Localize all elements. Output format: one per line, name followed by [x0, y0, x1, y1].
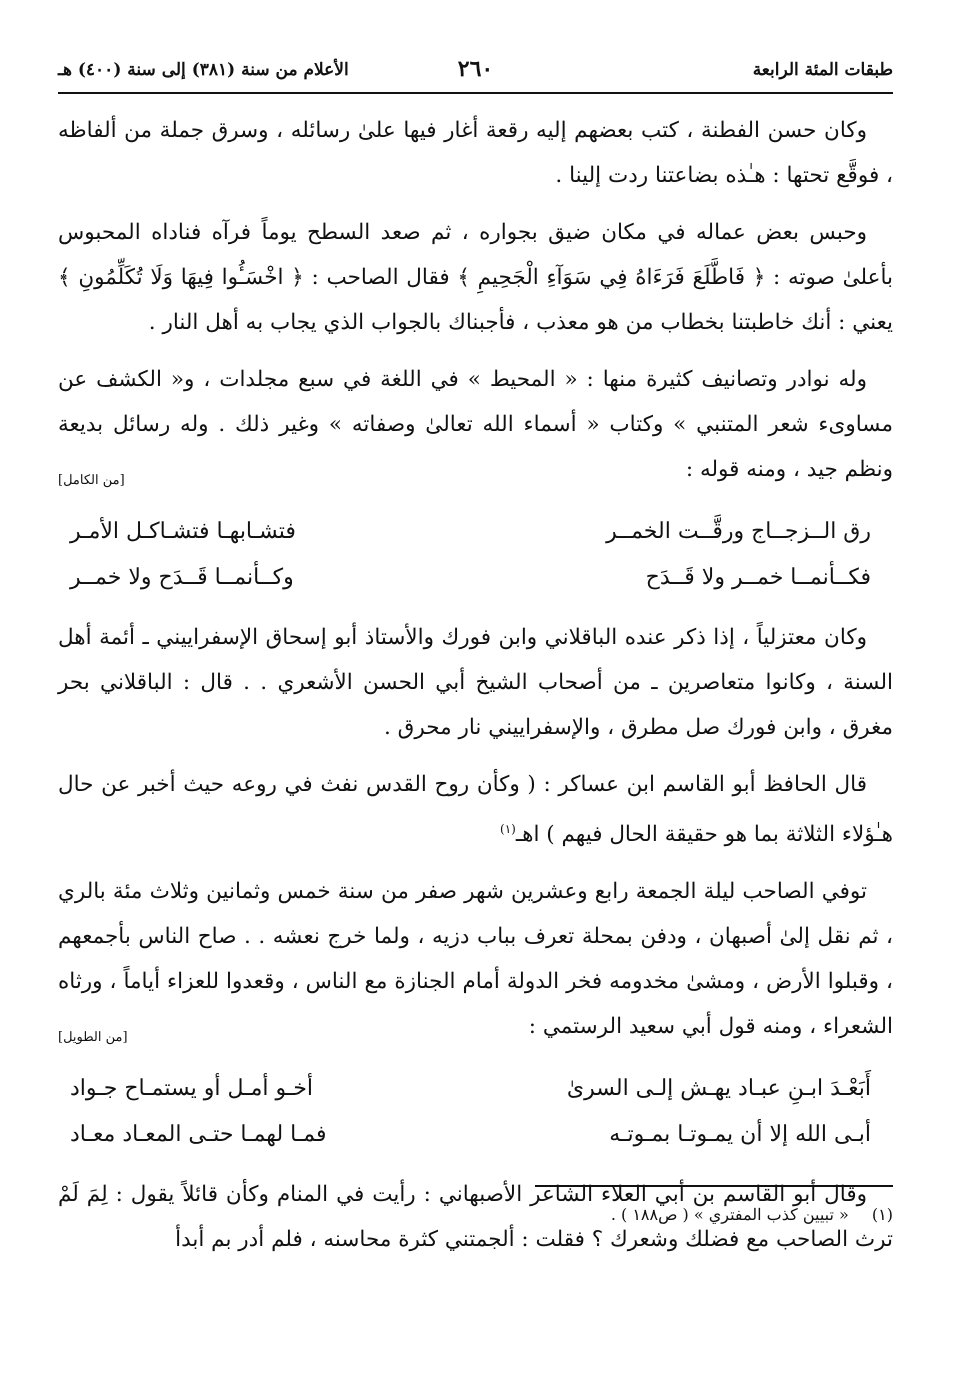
running-header: [58, 52, 893, 94]
page-body: [58, 108, 893, 1262]
footnote-text: « تبيين كذب المفتري » ( ص١٨٨ ) .: [610, 1205, 849, 1224]
paragraph-prisoner: وحبس بعض عماله في مكان ضيق بجواره ، ثم صعد السطح يوماً فرآه فناداه المحبوس بأعلىٰ صوته : ﴿ فَاطَّلَعَ فَرَءَاهُ فِي سَوَآءِ الْجَحِيمِ ﴾ فقال الصاحب : ﴿ اخْسَـُٔوا فِيهَا وَلَا تُكَلِّمُونِ ﴾ يعني : أنك خاطبتنا بخطاب من هو معذب ، فأجبناك بالجواب الذي يجاب به أهل النار .: [58, 220, 893, 335]
paragraph-ibn-asakir: [58, 762, 893, 857]
header-chapter-range: الأعلام من سنة (٣٨١) إلى سنة (٤٠٠) هـ: [58, 60, 349, 80]
verse-first-hemistich: فكــأنمــا خمــر ولا قَــدَح: [645, 565, 871, 590]
poem-elegy: [58, 1066, 893, 1158]
verse-first-hemistich: أبـى الله إلا أن يمـوتـا بمـوتـه: [609, 1122, 871, 1148]
paragraph-works: وله نوادر وتصانيف كثيرة منها : « المحيط » في اللغة في سبع مجلدات ، و« الكشف عن مساوىء شعر المتنبي » وكتاب « أسماء الله تعالىٰ وصفاته » وغير ذلك . وله رسائل بديعة ونظم جيد ، ومنه قوله :: [58, 367, 893, 482]
footnote: [611, 1205, 893, 1224]
paragraph-death: توفي الصاحب ليلة الجمعة رابع وعشرين شهر صفر من سنة خمس وثمانين وثلاث مئة بالري ، ثم نقل إلىٰ أصبهان ، ودفن بمحلة تعرف بباب دزيه ، ولما خرج نعشه . . صاح الناس بأجمعهم ، وقبلوا الأرض ، ومشىٰ مخدومه فخر الدولة أمام الجنازة مع الناس ، وقعدوا للعزاء أياماً ، ورثاه الشعراء ، ومنه قول أبي سعيد الرستمي :: [58, 879, 893, 1040]
meter-label-tawil: [من الطويل]: [58, 1030, 128, 1046]
verse-first-hemistich: رق الــزجــاج ورقَّــت الخمــر: [606, 519, 871, 544]
footnote-number: (١): [871, 1205, 893, 1224]
poem-wine-glass: [58, 509, 893, 601]
book-page: [58, 52, 893, 1274]
paragraph-mutazili: وكان معتزلياً ، إذا ذكر عنده الباقلاني وابن فورك والأستاذ أبو إسحاق الإسفراييني ـ أئمة أهل السنة ، وكانوا متعاصرين ـ من أصحاب الشيخ أبي الحسن الأشعري . . قال : الباقلاني بحر مغرق ، وابن فورك صل مطرق ، والإسفراييني نار محرق .: [58, 625, 893, 740]
verse-line: [58, 1112, 893, 1158]
ibn-asakir-quote: قال الحافظ أبو القاسم ابن عساكر : ( وكأن روح القدس نفث في روعه حيث أخبر عن حال هـٰؤلاء الثلاثة بما هو حقيقة الحال فيهم ) اهـ: [58, 772, 893, 848]
paragraph-intelligence: وكان حسن الفطنة ، كتب بعضهم إليه رقعة أغار فيها علىٰ رسائله ، وسرق جملة من ألفاظه ، فوقَّع تحتها : هـٰذه بضاعتنا ردت إلينا .: [58, 118, 893, 188]
page-number: ٢٦٠: [457, 56, 494, 82]
verse-line: [58, 555, 893, 601]
verse-second-hemistich: وكــأنمــا قَــدَح ولا خمــر: [70, 565, 294, 590]
verse-first-hemistich: أَبَعْـدَ ابـنِ عبـاد يهـش إلـى السرىٰ: [566, 1076, 871, 1102]
verse-line: [58, 509, 893, 555]
footnote-reference: (١): [500, 822, 516, 836]
verse-second-hemistich: فمـا لهمـا حتـى المعـاد معـاد: [70, 1122, 327, 1148]
footnote-divider: [535, 1185, 893, 1187]
paragraph-dream: وقال أبو القاسم بن أبي العلاء الشاعر الأصبهاني : رأيت في المنام وكأن قائلاً يقول : لِمَ لَمْ ترث الصاحب مع فضلك وشعرك ؟ فقلت : ألجمتني كثرة محاسنه ، فلم أدر بم أبدأ: [58, 1182, 893, 1253]
verse-line: [58, 1066, 893, 1112]
verse-second-hemistich: فتشـابهـا فتشـاكـل الأمـر: [70, 519, 296, 544]
verse-second-hemistich: أخـو أمـل أو يستمـاح جـواد: [70, 1076, 314, 1102]
header-section-title: طبقات المئة الرابعة: [752, 60, 893, 80]
meter-label-kamil: [من الكامل]: [58, 473, 125, 488]
